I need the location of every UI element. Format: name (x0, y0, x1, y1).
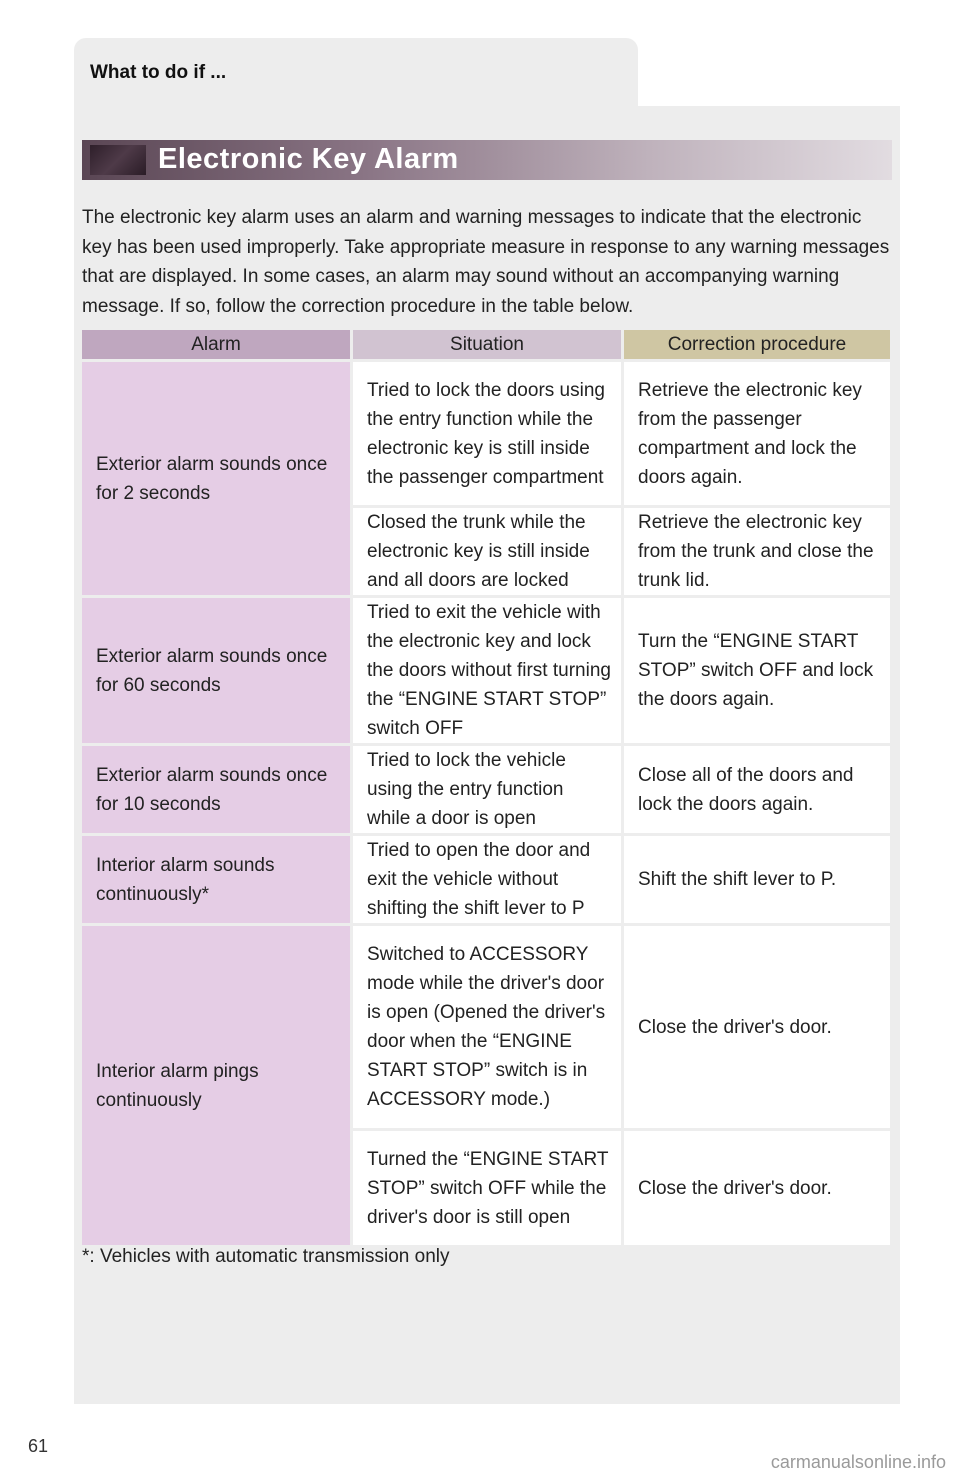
table-row (82, 746, 890, 836)
situation-cell: Tried to lock the vehicle using the entry function while a door is open (353, 746, 624, 836)
section-label: What to do if ... (90, 62, 227, 83)
header-situation: Situation (353, 330, 624, 362)
correction-cell: Close all of the doors and lock the doors again. (624, 746, 890, 836)
watermark-text: carmanualsonline.info (770, 1452, 946, 1472)
correction-cell: Close the driver's door. (624, 1131, 890, 1248)
title-banner (82, 140, 892, 180)
table-row (82, 926, 890, 1131)
alarm-cell: Interior alarm pings continuously (82, 926, 353, 1248)
correction-cell: Close the driver's door. (624, 926, 890, 1131)
correction-cell: Shift the shift lever to P. (624, 836, 890, 926)
alarm-cell: Exterior alarm sounds once for 2 seconds (82, 362, 353, 598)
alarm-table (82, 330, 890, 1248)
table-row (82, 362, 890, 508)
situation-cell: Tried to open the door and exit the vehicle without shifting the shift lever to P (353, 836, 624, 926)
section-tab (74, 38, 638, 106)
intro-paragraph: The electronic key alarm uses an alarm and warning messages to indicate that the electronic key has been used improperly. Take appropriate measure in response to any warning messages that are displayed. In some cases, an alarm may sound without an accompanying warning message. If so, follow the correction procedure in the table below. (82, 207, 890, 317)
table-row (82, 836, 890, 926)
situation-cell: Closed the trunk while the electronic key is still inside and all doors are locked (353, 508, 624, 598)
correction-cell: Retrieve the electronic key from the trunk and close the trunk lid. (624, 508, 890, 598)
table-header-row (82, 330, 890, 362)
situation-cell: Tried to exit the vehicle with the electronic key and lock the doors without first turning the “ENGINE START STOP” switch OFF (353, 598, 624, 746)
correction-cell: Turn the “ENGINE START STOP” switch OFF and lock the doors again. (624, 598, 890, 746)
alarm-cell: Exterior alarm sounds once for 60 seconds (82, 598, 353, 746)
situation-cell: Switched to ACCESSORY mode while the driver's door is open (Opened the driver's door when the “ENGINE START STOP” switch is in ACCESSORY mode.) (353, 926, 624, 1131)
alarm-cell: Interior alarm sounds continuously* (82, 836, 353, 926)
table-row (82, 598, 890, 746)
page-number: 61 (28, 1436, 49, 1456)
header-correction: Correction procedure (624, 330, 890, 362)
page-title: Electronic Key Alarm (158, 143, 459, 175)
correction-cell: Retrieve the electronic key from the passenger compartment and lock the doors again. (624, 362, 890, 508)
banner-image (90, 145, 146, 175)
situation-cell: Turned the “ENGINE START STOP” switch OFF while the driver's door is still open (353, 1131, 624, 1248)
alarm-cell: Exterior alarm sounds once for 10 seconds (82, 746, 353, 836)
situation-cell: Tried to lock the doors using the entry function while the electronic key is still inside the passenger compartment (353, 362, 624, 508)
header-alarm: Alarm (82, 330, 353, 362)
footnote: *: Vehicles with automatic transmission only (82, 1246, 450, 1267)
